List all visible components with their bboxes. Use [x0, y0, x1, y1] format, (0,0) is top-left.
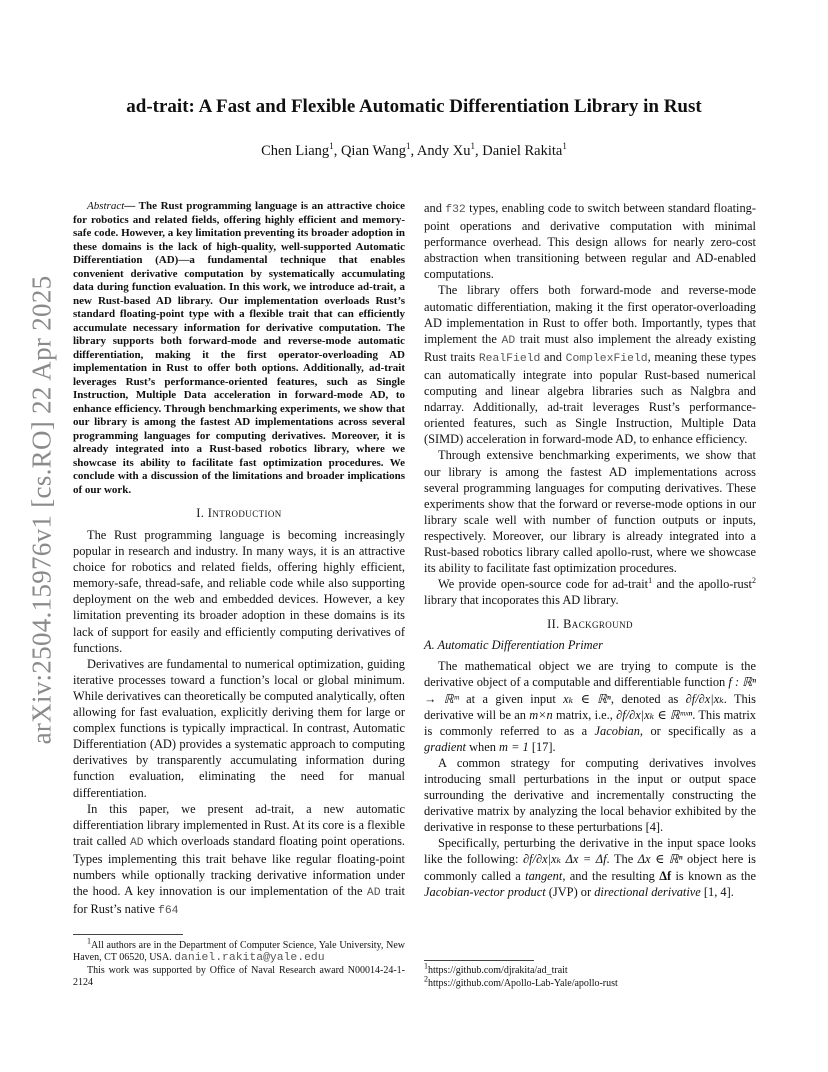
footnote-url[interactable]: $^2$https://github.com/Apollo-Lab-Yale/apollo-rust	[424, 974, 618, 989]
intro-paragraph: In this paper, we present ad-trait, a new automatic differentiation library implemented in Rust. At its core is a flexible trait called AD which overloads standard floating point operations. Types implementing this trait behave like regular floating-point numbers while optionally tracking derivative information under the hood. A key innovation is our implementation of the AD trait for Rust’s native f64	[73, 801, 405, 918]
code-ad: AD	[366, 887, 381, 900]
author-affiliation-mark: 1	[329, 141, 334, 152]
section-heading-background: II. Background	[547, 617, 633, 632]
background-paragraph: A common strategy for computing derivatives involves introducing small perturbations in the input or output space surrounding the derivative and incrementally constructing the derivative matrix by analyzing the local behavior exhibited by the derivative in response to these perturbations [4].	[424, 755, 756, 835]
intro-paragraph: Through extensive benchmarking experiments, we show that our library is among the fastest AD implementations across several programming languages for computing derivatives. These experiments show that the forward or reverse-mode options in our library scale well with number of function outputs or inputs, respectively. Moreover, our library is already integrated into a Rust-based robotics library called apollo-rust, where we showcase its ability to facilitate fast optimization procedures.	[424, 448, 756, 576]
paper-title: ad-trait: A Fast and Flexible Automatic Differentiation Library in Rust	[126, 96, 702, 117]
section-heading-introduction: I. Introduction	[196, 506, 282, 520]
arxiv-identifier-stamp	[22, 275, 62, 745]
footnote-divider	[424, 960, 534, 961]
background-paragraph: The mathematical object we are trying to compute is the derivative object of a computable and differentiable function f : ℝⁿ → ℝᵐ at a given input xₖ ∈ ℝⁿ, denoted as ∂f/∂x|xₖ. This derivative will be an m×n matrix, i.e., ∂f/∂x|xₖ ∈ ℝᵐˣⁿ. This matrix is commonly referred to as a Jacobian, or specifically as a gradient when m = 1 [17].	[424, 659, 757, 754]
intro-paragraph: The library offers both forward-mode and reverse-mode automatic differentiation, making it the first operator-overloading AD implementation in Rust to offer both. Importantly, types that implement the AD trait must also implement the already existing Rust traits RealField and ComplexField, meaning these types can automatically integrate into popular Rust-based numerical computing and linear algebra libraries such as Nalgbra and ndarray. Additionally, ad-trait leverages Rust’s performance-oriented features, such as Single Instruction, Multiple Data (SIMD) acceleration in forward-mode AD, to enhance efficiency.	[424, 283, 757, 447]
footnote-divider	[73, 934, 183, 935]
footnote-funding: This work was supported by Office of Naval Research award N00014-24-1-2124	[73, 964, 405, 989]
intro-paragraph: The Rust programming language is becoming increasingly popular in research and industry. In many ways, it is an attractive choice for robotics and related fields, offering highly efficient, memory-safe, thread-safe, and reliable code while also supporting deployment on the web and embedded devices. However, a key limitation preventing its broader adoption in these domains is its lack of support for easily and efficiently computing derivatives of functions.	[73, 528, 405, 655]
footnote-url[interactable]: $^1$https://github.com/djrakita/ad_trait	[424, 961, 568, 976]
footnotes-left	[73, 936, 405, 990]
subsection-heading: A. Automatic Differentiation Primer	[424, 638, 603, 653]
intro-paragraph: We provide open-source code for ad-trait$^1$ and the apollo-rust$^2$ library that incoporates this AD library.	[424, 576, 756, 608]
footnote-mark: 1	[648, 576, 653, 586]
code-realfield: RealField	[478, 352, 541, 365]
code-f64: f64	[158, 905, 179, 918]
background-paragraph: Specifically, perturbing the derivative in the input space looks like the following: ∂f/∂x|xₖ Δx = Δf. The Δx ∈ ℝⁿ object here is commonly called a tangent, and the resulting Δf is known as the Jacobian-vector product (JVP) or directional derivative [1, 4].	[424, 836, 757, 899]
author-affiliation-mark: 1	[405, 141, 411, 152]
footnote-affiliation: $^1$All authors are in the Department of Computer Science, Yale University, New Haven, CT 06520, USA. daniel.rakita@yale.edu	[73, 936, 405, 965]
author-affiliation-mark: 1	[562, 141, 567, 152]
author-list: Chen Liang$^1$, Qian Wang$^1$, Andy Xu$^1$, Daniel Rakita$^1$	[261, 141, 567, 159]
left-column	[73, 200, 405, 919]
arxiv-stamp-text: arXiv:2504.15976v1 [cs.RO] 22 Apr 2025	[26, 275, 57, 745]
intro-paragraph-continued: and f32 types, enabling code to switch between standard floating-point operations and derivative computation with minimal performance overhead. This design allows for nearly zero-cost abstraction when transitioning between regular and AD-enabled computations.	[424, 201, 756, 282]
code-f32: f32	[445, 204, 466, 216]
abstract-label: Abstract	[87, 200, 125, 212]
author-email: daniel.rakita@yale.edu	[174, 952, 325, 965]
abstract	[73, 200, 405, 497]
footnotes-right	[424, 961, 756, 990]
intro-paragraph: Derivatives are fundamental to numerical optimization, guiding iterative processes toward a function’s local or global minimum. While derivatives can theoretically be computed analytically, often allowing for fast evaluation, explicitly deriving them for large or complex functions is typically impractical. In contrast, Automatic Differentiation (AD) provides a systematic approach to computing derivatives by transparently accumulating information during function evaluation, eliminating the need for manual differentiation.	[73, 656, 405, 800]
right-column	[424, 200, 756, 900]
author-name: Daniel Rakita	[482, 143, 563, 159]
footnote-mark: 2	[752, 576, 756, 586]
author-affiliation-mark: 1	[470, 141, 475, 152]
code-complexfield: ComplexField	[565, 352, 648, 365]
code-ad: AD	[501, 334, 516, 347]
author-name: Qian Wang	[340, 143, 406, 159]
author-name: Andy Xu	[416, 143, 471, 159]
abstract-text: — The Rust programming language is an attractive choice for robotics and related fields, offering highly efficient and memory-safe code. However, a key limitation preventing its broader adoption in these domains is the lack of high-quality, well-supported Automatic Differentiation (AD)—a fundamental technique that enables convenient derivative computation by systematically accumulating data during function evaluation. In this work, we introduce ad-trait, a new Rust-based AD library. Our implementation overloads Rust’s standard floating-point type with a flexible trait that can efficiently accumulate necessary information for derivative computation. The library supports both forward-mode and reverse-mode automatic differentiation, making it the first operator-overloading AD implementation in Rust to offer both options. Additionally, ad-trait leverages Rust’s performance-oriented features, such as Single Instruction, Multiple Data acceleration in forward-mode AD, to enhance efficiency. Through benchmarking experiments, we show that our library is among the fastest AD implementations across several programming languages for computing derivatives. Moreover, it is already integrated into a Rust-based robotics library, where we showcase its ability to facilitate fast optimization procedures. We conclude with a discussion of the limitations and broader implications of our work.	[73, 200, 405, 496]
code-ad: AD	[129, 836, 144, 849]
author-name: Chen Liang	[261, 143, 330, 159]
